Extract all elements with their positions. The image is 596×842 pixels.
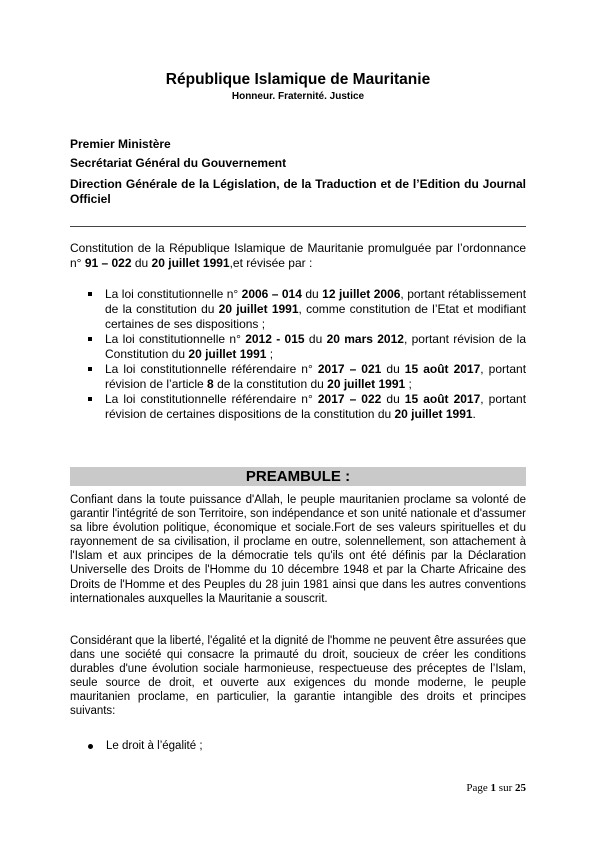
- law-date: 12 juillet 2006: [322, 287, 401, 301]
- ordinance-date: 20 juillet 1991: [151, 256, 230, 270]
- issuer-directorate: Direction Générale de la Législation, de la Traduction et de l’Edition du Journal Officiel: [70, 177, 526, 206]
- current-page: 1: [490, 782, 497, 794]
- amendment-text: , portant révision de la Constitution du: [105, 332, 526, 361]
- law-number: 2006 – 014: [241, 287, 302, 301]
- page-label: sur: [496, 782, 515, 794]
- square-bullet-icon: [88, 292, 92, 296]
- issuer-secretariat: Secrétariat Général du Gouvernement: [70, 156, 287, 170]
- square-bullet-icon: [88, 367, 92, 371]
- amendment-text: La loi constitutionnelle référendaire n°: [105, 392, 318, 406]
- header-divider: [70, 226, 526, 227]
- intro-text: ,et révisée par :: [229, 256, 313, 270]
- total-pages: 25: [515, 782, 526, 794]
- law-date: 15 août 2017: [404, 362, 481, 376]
- page-number: [466, 782, 526, 794]
- round-bullet-icon: [88, 744, 93, 749]
- amendment-list: [88, 287, 526, 422]
- amendment-text: .: [472, 407, 476, 421]
- constitution-date: 20 juillet 1991: [218, 302, 299, 316]
- rights-item: [88, 739, 508, 753]
- amendment-text: du: [304, 332, 327, 346]
- constitution-date: 20 juillet 1991: [327, 377, 406, 391]
- constitution-date: 20 juillet 1991: [394, 407, 473, 421]
- ordinance-number: 91 – 022: [84, 256, 132, 270]
- law-number: 2017 – 022: [317, 392, 382, 406]
- intro-text: Constitution de la République Islamique de Mauritanie promulguée par l’ordonnance n°: [70, 241, 526, 270]
- law-number: 2012 - 015: [245, 332, 305, 346]
- amendment-text: ;: [405, 377, 412, 391]
- constitution-intro: [70, 241, 526, 271]
- square-bullet-icon: [88, 397, 92, 401]
- amendment-text: du: [301, 287, 323, 301]
- law-number: 2017 – 021: [317, 362, 382, 376]
- page-label: Page: [466, 782, 491, 794]
- amendment-text: La loi constitutionnelle référendaire n°: [105, 362, 318, 376]
- amendment-text: de la constitution du: [213, 377, 328, 391]
- amendment-text: du: [381, 362, 405, 376]
- amendment-text: , portant révision de l’article: [105, 362, 527, 391]
- square-bullet-icon: [88, 337, 92, 341]
- amendment-text: , portant révision de certaines dispositions de la constitution du: [105, 392, 527, 421]
- constitution-date: 20 juillet 1991: [188, 347, 267, 361]
- preamble-paragraph-2: Considérant que la liberté, l'égalité et la dignité de l'homme ne peuvent être assurées que dans une société qui consacre la primauté du droit, soucieux de créer les conditions durables d'une évolution sociale harmonieuse, respectueuse des préceptes de l’Islam, seule source de droit, et ouverte aux exigences du monde moderne, le peuple mauritanien proclame, en particulier, la garantie intangible des droits et principes suivants:: [70, 635, 526, 718]
- amendment-text: La loi constitutionnelle n°: [105, 287, 242, 301]
- amendment-item: [88, 392, 526, 422]
- rights-item-text: Le droit à l’égalité ;: [106, 740, 203, 752]
- article-number: 8: [207, 377, 214, 391]
- preamble-heading: PREAMBULE :: [70, 467, 526, 486]
- amendment-text: du: [381, 392, 405, 406]
- issuer-ministry: Premier Ministère: [70, 137, 171, 151]
- amendment-text: ;: [266, 347, 274, 361]
- amendment-text: , portant rétablissement de la constitution du: [105, 287, 527, 316]
- amendment-item: [88, 362, 526, 392]
- document-title: République Islamique de Mauritanie: [165, 71, 431, 88]
- law-date: 15 août 2017: [404, 392, 481, 406]
- intro-text: du: [131, 256, 152, 270]
- amendment-text: La loi constitutionnelle n°: [105, 332, 246, 346]
- national-motto: Honneur. Fraternité. Justice: [231, 91, 365, 102]
- rights-list: [88, 739, 508, 753]
- preamble-paragraph-1: Confiant dans la toute puissance d'Allah, le peuple mauritanien proclame sa volonté de garantir l'intégrité de son Territoire, son indépendance et son unité nationale et d'assumer sa libre évolution politique, économique et sociale.Fort de ses valeurs spirituelles et du rayonnement de sa civilisation, il proclame en outre, solennellement, son attachement à l'Islam et aux principes de la démocratie tels qu'ils ont été définis par la Déclaration Universelle des Droits de l'Homme du 10 décembre 1948 et par la Charte Africaine des Droits de l'Homme et des Peuples du 28 juin 1981 ainsi que dans les autres conventions internationales auxquelles la Mauritanie a souscrit.: [70, 494, 526, 605]
- amendment-item: [88, 287, 526, 332]
- amendment-text: , comme constitution de l’Etat et modifiant certaines de ses dispositions ;: [105, 302, 527, 331]
- amendment-item: [88, 332, 526, 362]
- law-date: 20 mars 2012: [326, 332, 404, 346]
